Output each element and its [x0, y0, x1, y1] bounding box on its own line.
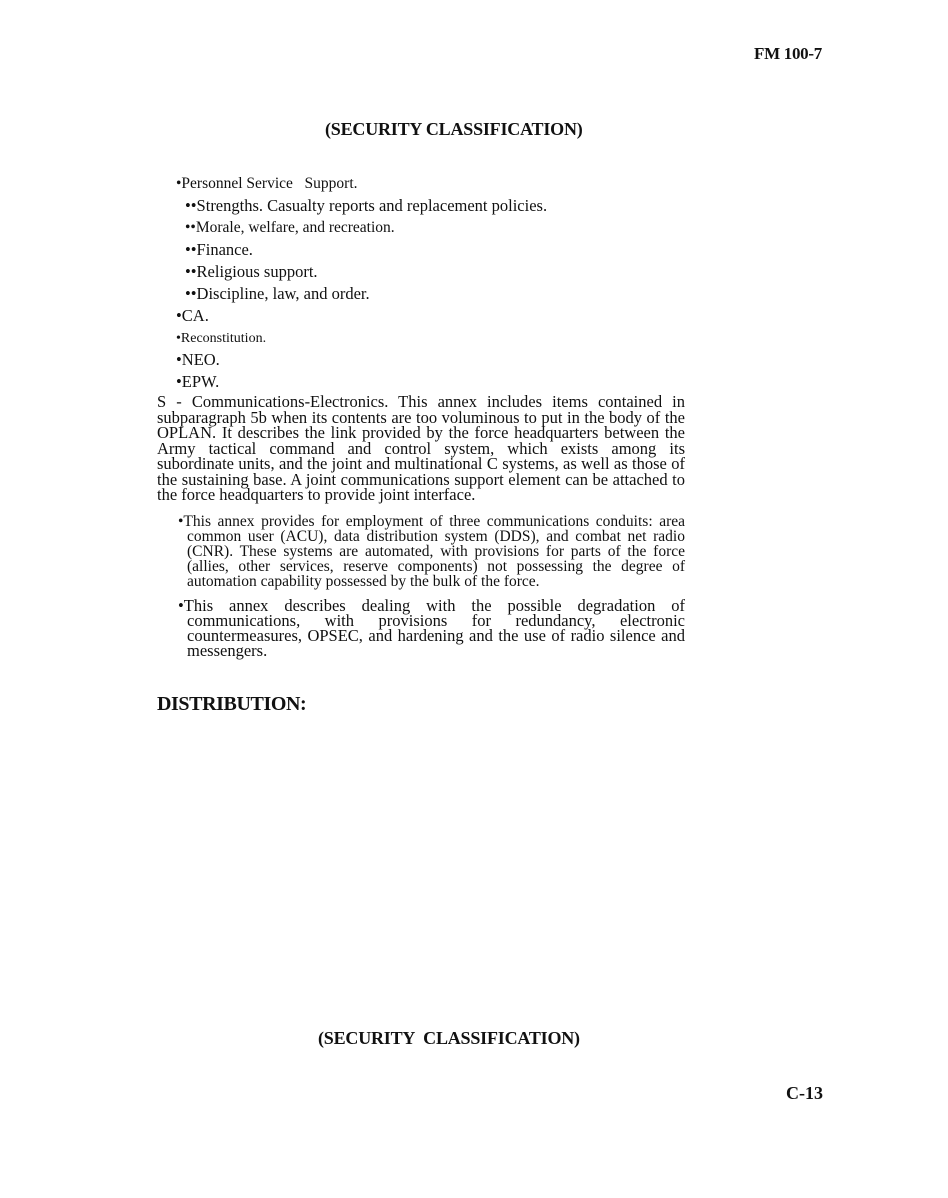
- security-classification-bottom: (SECURITY CLASSIFICATION): [318, 1028, 580, 1048]
- communications-bullet-text: •This annex provides for employment of three communications conduits: area common user (ACU), data distribution system (DDS), and combat net radio (CNR). These systems are automated, with provisions for parts of the force (allies, other services, reserve components) not possessing the degree of automation capability possessed by the bulk of the force.: [178, 513, 685, 590]
- list-item: •Reconstitution.: [176, 331, 267, 346]
- list-item: ••Finance.: [185, 240, 253, 259]
- page-number: C-13: [786, 1083, 823, 1103]
- list-item: •NEO.: [176, 350, 220, 369]
- list-item: ••Discipline, law, and order.: [185, 284, 370, 303]
- security-classification-top: (SECURITY CLASSIFICATION): [325, 119, 583, 139]
- list-item: •EPW.: [176, 372, 220, 391]
- list-item: ••Morale, welfare, and recreation.: [185, 219, 395, 236]
- distribution-heading: DISTRIBUTION:: [157, 693, 307, 715]
- list-item: •Personnel Service Support.: [176, 175, 358, 192]
- communications-bullet: [178, 514, 685, 589]
- communications-bullet-text: •This annex describes dealing with the possible degradation of communications, with provisions for redundancy, electronic countermeasures, OPSEC, and hardening and the use of radio silence and messengers.: [178, 596, 685, 660]
- document-id: FM 100-7: [754, 44, 822, 63]
- list-item: •CA.: [176, 306, 209, 325]
- list-item: ••Strengths. Casualty reports and replacement policies.: [185, 196, 548, 215]
- list-item: ••Religious support.: [185, 262, 318, 281]
- communications-electronics-paragraph: S - Communications-Electronics. This annex includes items contained in subparagraph 5b when its contents are too voluminous to put in the body of the OPLAN. It describes the link provided by the force headquarters between the Army tactical command and control system, which exists among its subordinate units, and the joint and multinational C systems, as well as those of the sustaining base. A joint communications support element can be attached to the force headquarters to provide joint interface.: [157, 392, 685, 504]
- communications-bullet: [178, 598, 685, 658]
